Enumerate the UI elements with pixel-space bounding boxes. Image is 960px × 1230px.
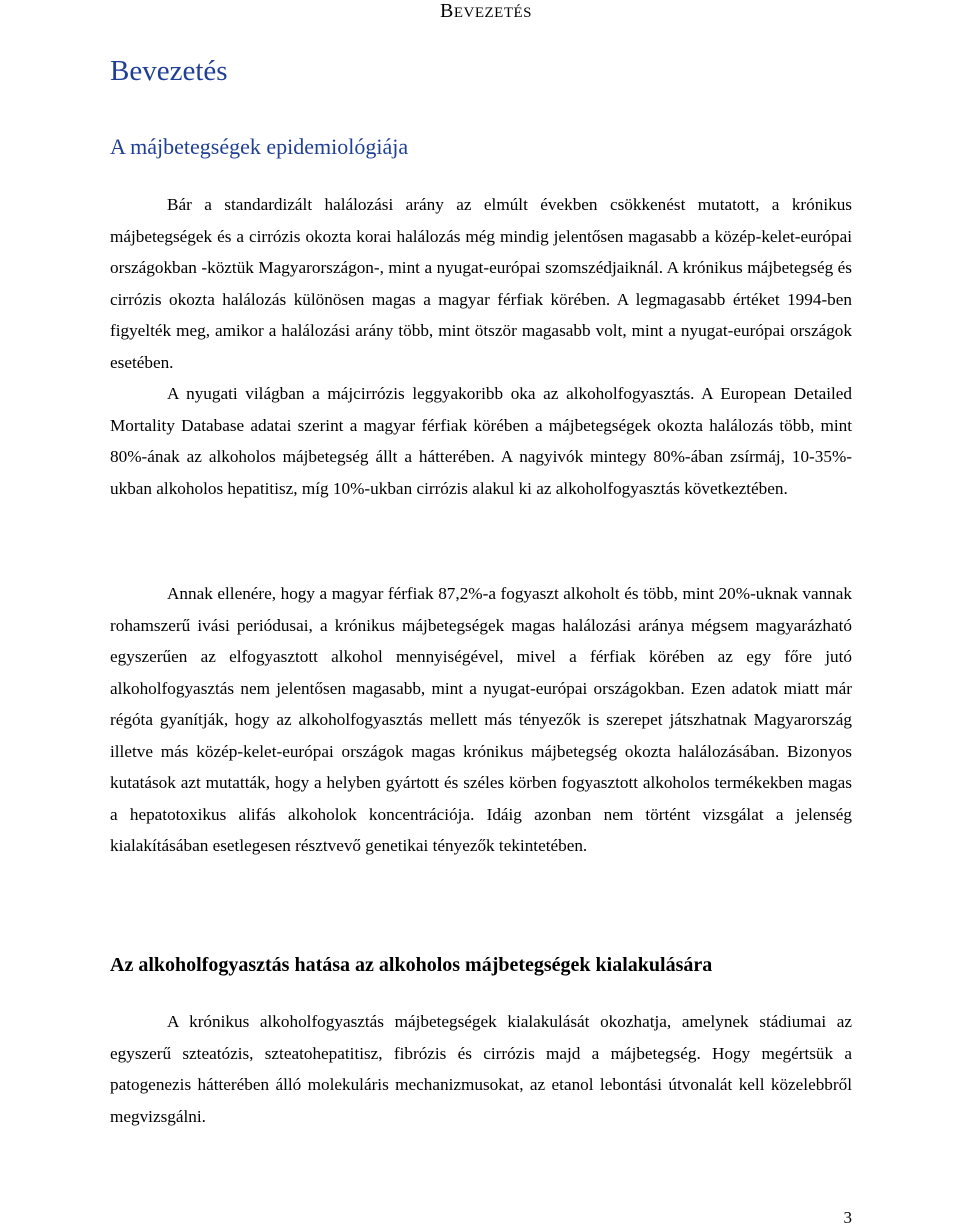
running-header-rest: EVEZETÉS [453,5,532,21]
chapter-title: Bevezetés [110,55,228,87]
section-title-epidemiology: A májbetegségek epidemiológiája [110,134,409,159]
paragraph: Bár a standardizált halálozási arány az elmúlt években csökkenést mutatott, a krónikus májbetegségek és a cirrózis okozta korai halálozás még mindig jelentősen magasabb a közép-kelet-európai országokban -köztük Magyarországon-, mint a nyugat-európai szomszédjaiknál. A krónikus májbetegség és cirrózis okozta halálozás különösen magas a magyar férfiak körében. A legmagasabb értéket 1994-ben figyelték meg, amikor a halálozási arány több, mint ötször magasabb volt, mint a nyugat-európai országok esetében. [110,195,852,372]
paragraph: A nyugati világban a májcirrózis leggyakoribb oka az alkoholfogyasztás. A European Detailed Mortality Database adatai szerint a magyar férfiak körében a májbetegségek okozta halálozás több, mint 80%-ának az alkoholos májbetegség állt a hátterében. A nagyivók mintegy 80%-ában zsírmáj, 10-35%-ukban alkoholos hepatitisz, míg 10%-ukban cirrózis alakul ki az alkoholfogyasztás következtében. [110,384,852,498]
section-1-body-part-2 [110,578,852,862]
paragraph: A krónikus alkoholfogyasztás májbetegségek kialakulását okozhatja, amelynek stádiumai az egyszerű szteatózis, szteatohepatitisz, fibrózis és cirrózis majd a májbetegség. Hogy megértsük a patogenezis hátterében álló molekuláris mechanizmusokat, az etanol lebontási útvonalát kell közelebbről megvizsgálni. [110,1012,852,1126]
running-header [440,0,532,24]
section-2-body [110,1006,852,1132]
running-header-initial: B [440,0,454,22]
section-title-alcohol-effect: Az alkoholfogyasztás hatása az alkoholos májbetegségek kialakulására [110,954,713,976]
page-number: 3 [843,1208,852,1227]
section-1-body-part-1 [110,189,852,504]
paragraph: Annak ellenére, hogy a magyar férfiak 87,2%-a fogyaszt alkoholt és több, mint 20%-uknak vannak rohamszerű ivási periódusai, a krónikus májbetegségek magas halálozási aránya mégsem magyarázható egyszerűen az elfogyasztott alkohol mennyiségével, mivel a férfiak körében az egy főre jutó alkoholfogyasztás nem jelentősen magasabb, mint a nyugat-európai országokban. Ezen adatok miatt már régóta gyanítják, hogy az alkoholfogyasztás mellett más tényezők is szerepet játszhatnak Magyarország illetve más közép-kelet-európai országok magas krónikus májbetegség okozta halálozásában. Bizonyos kutatások azt mutatták, hogy a helyben gyártott és széles körben fogyasztott alkoholos termékekben magas a hepatotoxikus alifás alkoholok koncentrációja. Idáig azonban nem történt vizsgálat a jelenség kialakításában esetlegesen résztvevő genetikai tényezők tekintetében. [110,584,852,855]
